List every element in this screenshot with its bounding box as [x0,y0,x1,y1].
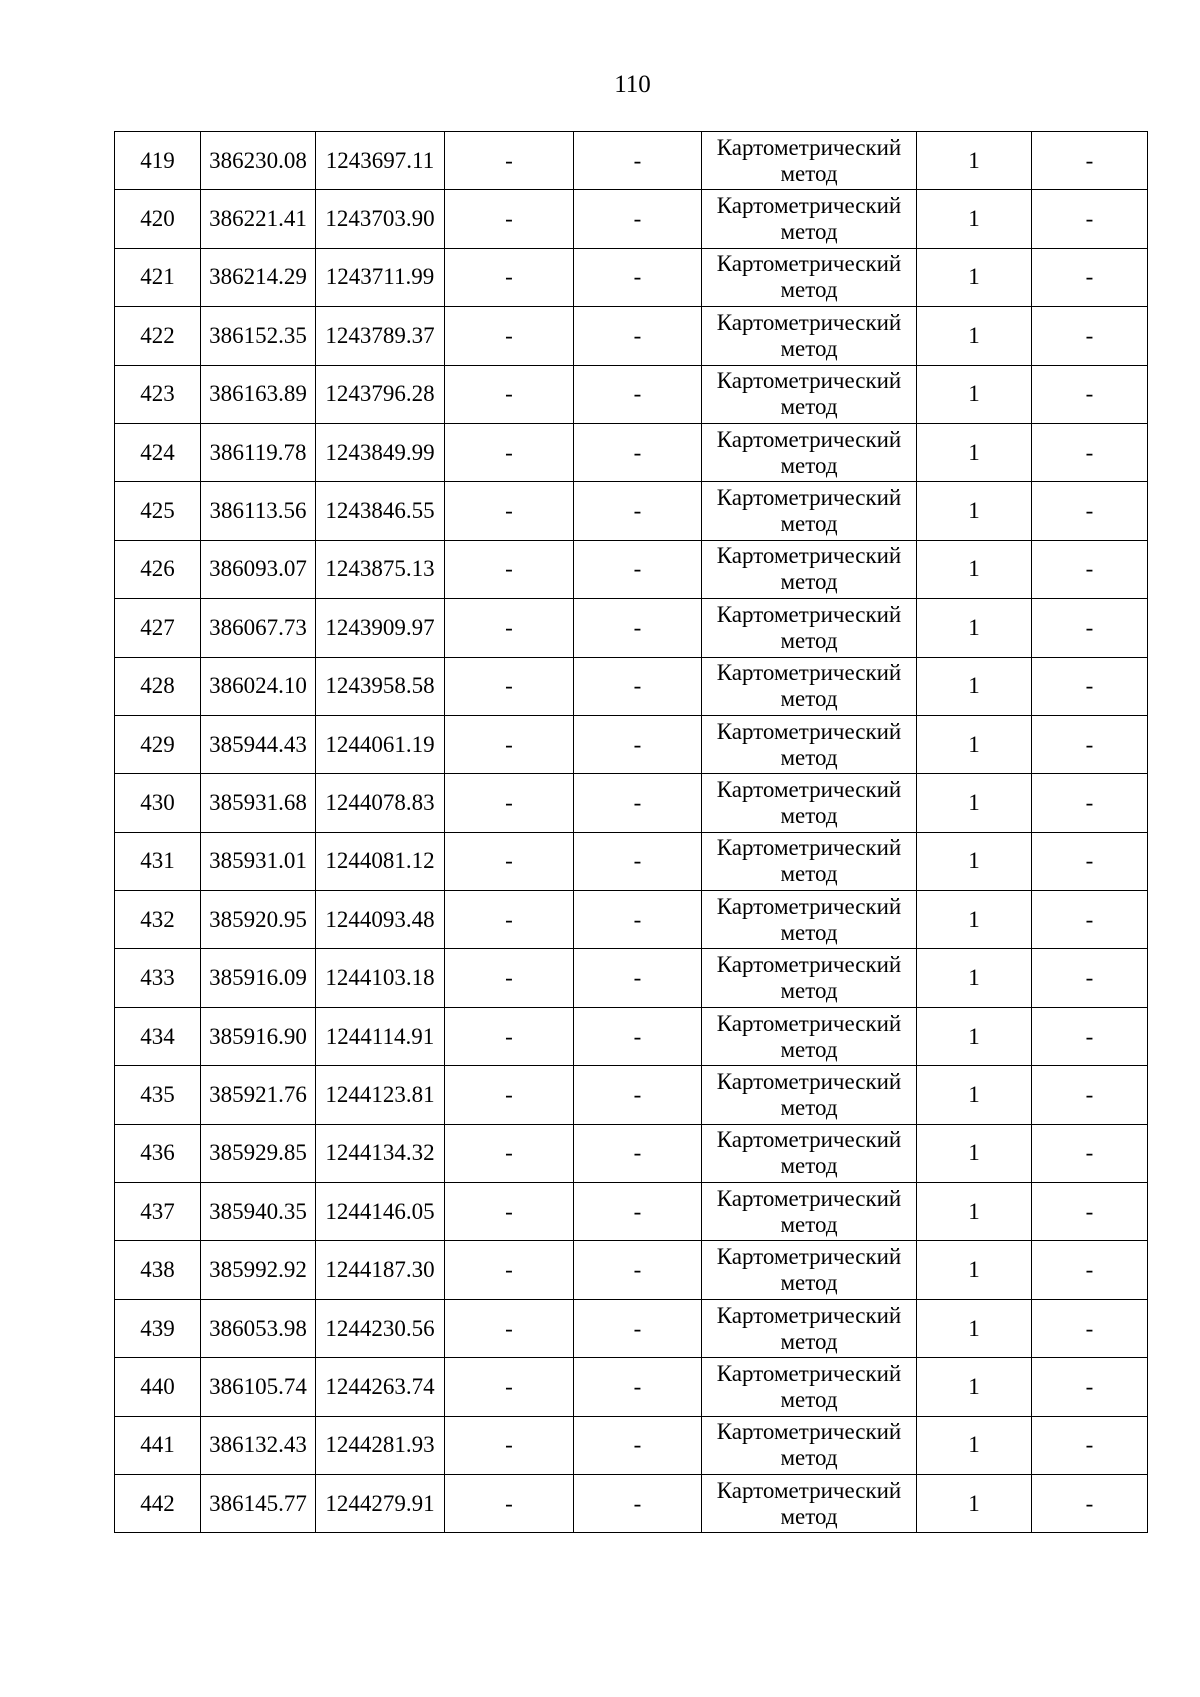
x-coordinate-cell: 385920.95 [201,891,316,949]
method-cell [702,307,917,365]
table-row [115,190,1148,248]
y-coordinate-cell: 1244279.91 [316,1474,445,1532]
coordinates-table [114,131,1148,1533]
accuracy-cell: 1 [917,1416,1032,1474]
x-coordinate-cell: 385931.01 [201,832,316,890]
point-number-cell: 432 [115,891,201,949]
method-cell [702,1183,917,1241]
point-number-cell: 441 [115,1416,201,1474]
method-line-2: метод [780,744,838,770]
point-number-cell: 435 [115,1066,201,1124]
y-coordinate-cell: 1243703.90 [316,190,445,248]
y-coordinate-cell: 1244093.48 [316,891,445,949]
empty-value-cell: - [574,365,702,423]
point-number-cell: 440 [115,1358,201,1416]
empty-value-cell: - [445,1241,574,1299]
y-coordinate-cell: 1243909.97 [316,599,445,657]
accuracy-cell: 1 [917,949,1032,1007]
point-number-cell: 442 [115,1474,201,1532]
x-coordinate-cell: 386067.73 [201,599,316,657]
y-coordinate-cell: 1244114.91 [316,1007,445,1065]
method-cell [702,715,917,773]
x-coordinate-cell: 386119.78 [201,423,316,481]
empty-value-cell: - [1032,715,1148,773]
accuracy-cell: 1 [917,132,1032,190]
point-number-cell: 431 [115,832,201,890]
accuracy-cell: 1 [917,365,1032,423]
empty-value-cell: - [1032,248,1148,306]
empty-value-cell: - [1032,307,1148,365]
table-row [115,132,1148,190]
x-coordinate-cell: 386053.98 [201,1299,316,1357]
method-line-1: Картометрический [716,776,902,802]
method-line-2: метод [780,1036,838,1062]
method-cell [702,540,917,598]
empty-value-cell: - [445,190,574,248]
method-line-1: Картометрический [716,1244,902,1270]
empty-value-cell: - [445,1474,574,1532]
x-coordinate-cell: 386221.41 [201,190,316,248]
x-coordinate-cell: 385929.85 [201,1124,316,1182]
method-line-1: Картометрический [716,1302,902,1328]
accuracy-cell: 1 [917,1007,1032,1065]
accuracy-cell: 1 [917,715,1032,773]
method-line-1: Картометрический [716,134,902,160]
method-cell [702,949,917,1007]
method-line-1: Картометрический [716,601,902,627]
point-number-cell: 429 [115,715,201,773]
y-coordinate-cell: 1244187.30 [316,1241,445,1299]
empty-value-cell: - [445,540,574,598]
accuracy-cell: 1 [917,1358,1032,1416]
method-line-1: Картометрический [716,1185,902,1211]
y-coordinate-cell: 1243958.58 [316,657,445,715]
point-number-cell: 420 [115,190,201,248]
empty-value-cell: - [445,891,574,949]
table-row [115,657,1148,715]
method-cell [702,1416,917,1474]
empty-value-cell: - [574,1241,702,1299]
accuracy-cell: 1 [917,657,1032,715]
accuracy-cell: 1 [917,540,1032,598]
x-coordinate-cell: 386132.43 [201,1416,316,1474]
method-line-2: метод [780,511,838,537]
method-line-1: Картометрический [716,893,902,919]
method-cell [702,190,917,248]
y-coordinate-cell: 1243846.55 [316,482,445,540]
y-coordinate-cell: 1243789.37 [316,307,445,365]
empty-value-cell: - [574,599,702,657]
empty-value-cell: - [445,132,574,190]
table-row [115,365,1148,423]
y-coordinate-cell: 1243849.99 [316,423,445,481]
accuracy-cell: 1 [917,1183,1032,1241]
empty-value-cell: - [574,657,702,715]
empty-value-cell: - [445,307,574,365]
empty-value-cell: - [1032,132,1148,190]
accuracy-cell: 1 [917,1474,1032,1532]
method-cell [702,1358,917,1416]
method-line-1: Картометрический [716,835,902,861]
method-line-1: Картометрический [716,952,902,978]
empty-value-cell: - [1032,1066,1148,1124]
method-line-1: Картометрический [716,660,902,686]
method-line-2: метод [780,919,838,945]
method-line-2: метод [780,1270,838,1296]
empty-value-cell: - [445,1124,574,1182]
x-coordinate-cell: 386093.07 [201,540,316,598]
empty-value-cell: - [445,949,574,1007]
table-row [115,949,1148,1007]
empty-value-cell: - [445,1416,574,1474]
accuracy-cell: 1 [917,248,1032,306]
point-number-cell: 427 [115,599,201,657]
empty-value-cell: - [445,1066,574,1124]
x-coordinate-cell: 385944.43 [201,715,316,773]
point-number-cell: 425 [115,482,201,540]
empty-value-cell: - [1032,1474,1148,1532]
empty-value-cell: - [1032,1007,1148,1065]
method-line-2: метод [780,394,838,420]
empty-value-cell: - [445,1007,574,1065]
accuracy-cell: 1 [917,482,1032,540]
method-line-2: метод [780,978,838,1004]
x-coordinate-cell: 386230.08 [201,132,316,190]
empty-value-cell: - [574,1124,702,1182]
y-coordinate-cell: 1244123.81 [316,1066,445,1124]
point-number-cell: 419 [115,132,201,190]
method-line-2: метод [780,569,838,595]
accuracy-cell: 1 [917,190,1032,248]
empty-value-cell: - [574,891,702,949]
method-line-2: метод [780,1386,838,1412]
table-row [115,1124,1148,1182]
empty-value-cell: - [574,248,702,306]
table-row [115,1358,1148,1416]
point-number-cell: 428 [115,657,201,715]
point-number-cell: 430 [115,774,201,832]
method-line-1: Картометрический [716,1127,902,1153]
empty-value-cell: - [445,832,574,890]
method-line-1: Картометрический [716,1477,902,1503]
method-line-1: Картометрический [716,1010,902,1036]
method-line-1: Картометрический [716,426,902,452]
method-line-2: метод [780,1445,838,1471]
accuracy-cell: 1 [917,1241,1032,1299]
empty-value-cell: - [1032,949,1148,1007]
x-coordinate-cell: 386113.56 [201,482,316,540]
method-cell [702,1066,917,1124]
y-coordinate-cell: 1244134.32 [316,1124,445,1182]
method-line-2: метод [780,627,838,653]
accuracy-cell: 1 [917,774,1032,832]
empty-value-cell: - [445,657,574,715]
x-coordinate-cell: 385940.35 [201,1183,316,1241]
method-cell [702,1474,917,1532]
empty-value-cell: - [1032,1299,1148,1357]
x-coordinate-cell: 385916.90 [201,1007,316,1065]
empty-value-cell: - [445,715,574,773]
method-cell [702,423,917,481]
table-row [115,482,1148,540]
table-row [115,1299,1148,1357]
y-coordinate-cell: 1244281.93 [316,1416,445,1474]
method-line-1: Картометрический [716,368,902,394]
empty-value-cell: - [574,540,702,598]
point-number-cell: 426 [115,540,201,598]
empty-value-cell: - [574,1416,702,1474]
empty-value-cell: - [445,1299,574,1357]
empty-value-cell: - [445,423,574,481]
method-cell [702,774,917,832]
y-coordinate-cell: 1244103.18 [316,949,445,1007]
table-row [115,1066,1148,1124]
method-cell [702,657,917,715]
method-line-2: метод [780,1503,838,1529]
y-coordinate-cell: 1243796.28 [316,365,445,423]
table-row [115,248,1148,306]
table-body [115,132,1148,1533]
x-coordinate-cell: 386214.29 [201,248,316,306]
table-row [115,891,1148,949]
method-line-2: метод [780,219,838,245]
empty-value-cell: - [574,832,702,890]
method-line-2: метод [780,1094,838,1120]
empty-value-cell: - [445,482,574,540]
empty-value-cell: - [445,599,574,657]
table-row [115,1416,1148,1474]
y-coordinate-cell: 1244146.05 [316,1183,445,1241]
method-line-1: Картометрический [716,1360,902,1386]
empty-value-cell: - [1032,1183,1148,1241]
accuracy-cell: 1 [917,599,1032,657]
y-coordinate-cell: 1244061.19 [316,715,445,773]
table-row [115,832,1148,890]
y-coordinate-cell: 1244230.56 [316,1299,445,1357]
empty-value-cell: - [574,1474,702,1532]
y-coordinate-cell: 1243697.11 [316,132,445,190]
point-number-cell: 434 [115,1007,201,1065]
accuracy-cell: 1 [917,891,1032,949]
table-row [115,1474,1148,1532]
method-cell [702,599,917,657]
empty-value-cell: - [574,1183,702,1241]
accuracy-cell: 1 [917,423,1032,481]
x-coordinate-cell: 386145.77 [201,1474,316,1532]
empty-value-cell: - [1032,190,1148,248]
x-coordinate-cell: 385921.76 [201,1066,316,1124]
method-line-2: метод [780,1211,838,1237]
empty-value-cell: - [1032,774,1148,832]
method-cell [702,1299,917,1357]
point-number-cell: 436 [115,1124,201,1182]
method-cell [702,891,917,949]
page-number: 110 [614,71,651,98]
accuracy-cell: 1 [917,307,1032,365]
point-number-cell: 438 [115,1241,201,1299]
table-row [115,423,1148,481]
empty-value-cell: - [1032,1358,1148,1416]
empty-value-cell: - [574,774,702,832]
empty-value-cell: - [574,1358,702,1416]
point-number-cell: 433 [115,949,201,1007]
method-cell [702,132,917,190]
method-cell [702,248,917,306]
empty-value-cell: - [1032,1124,1148,1182]
empty-value-cell: - [574,190,702,248]
method-line-2: метод [780,861,838,887]
empty-value-cell: - [445,1183,574,1241]
method-line-2: метод [780,686,838,712]
point-number-cell: 424 [115,423,201,481]
x-coordinate-cell: 386163.89 [201,365,316,423]
method-line-2: метод [780,335,838,361]
method-line-1: Картометрический [716,251,902,277]
method-cell [702,482,917,540]
empty-value-cell: - [574,423,702,481]
method-line-1: Картометрический [716,309,902,335]
method-cell [702,1007,917,1065]
x-coordinate-cell: 385931.68 [201,774,316,832]
method-line-1: Картометрический [716,193,902,219]
table-row [115,599,1148,657]
method-line-1: Картометрический [716,1068,902,1094]
empty-value-cell: - [1032,891,1148,949]
method-cell [702,365,917,423]
empty-value-cell: - [1032,657,1148,715]
point-number-cell: 439 [115,1299,201,1357]
empty-value-cell: - [1032,1241,1148,1299]
accuracy-cell: 1 [917,1299,1032,1357]
table-row [115,307,1148,365]
empty-value-cell: - [1032,1416,1148,1474]
empty-value-cell: - [574,1299,702,1357]
y-coordinate-cell: 1244081.12 [316,832,445,890]
method-line-1: Картометрический [716,485,902,511]
method-cell [702,1241,917,1299]
accuracy-cell: 1 [917,1066,1032,1124]
empty-value-cell: - [1032,599,1148,657]
y-coordinate-cell: 1243875.13 [316,540,445,598]
empty-value-cell: - [574,1066,702,1124]
accuracy-cell: 1 [917,832,1032,890]
method-cell [702,832,917,890]
point-number-cell: 437 [115,1183,201,1241]
empty-value-cell: - [1032,365,1148,423]
method-line-1: Картометрический [716,718,902,744]
empty-value-cell: - [574,1007,702,1065]
empty-value-cell: - [574,307,702,365]
table-row [115,1183,1148,1241]
method-line-2: метод [780,1153,838,1179]
x-coordinate-cell: 386152.35 [201,307,316,365]
method-cell [702,1124,917,1182]
empty-value-cell: - [1032,423,1148,481]
method-line-2: метод [780,452,838,478]
method-line-2: метод [780,277,838,303]
table-row [115,1007,1148,1065]
method-line-1: Картометрический [716,543,902,569]
point-number-cell: 423 [115,365,201,423]
y-coordinate-cell: 1244263.74 [316,1358,445,1416]
table-row [115,1241,1148,1299]
accuracy-cell: 1 [917,1124,1032,1182]
method-line-2: метод [780,160,838,186]
point-number-cell: 421 [115,248,201,306]
table-row [115,715,1148,773]
y-coordinate-cell: 1243711.99 [316,248,445,306]
empty-value-cell: - [1032,482,1148,540]
table-row [115,774,1148,832]
empty-value-cell: - [1032,540,1148,598]
x-coordinate-cell: 385916.09 [201,949,316,1007]
method-line-2: метод [780,802,838,828]
y-coordinate-cell: 1244078.83 [316,774,445,832]
empty-value-cell: - [445,774,574,832]
table-row [115,540,1148,598]
empty-value-cell: - [574,949,702,1007]
method-line-1: Картометрический [716,1419,902,1445]
empty-value-cell: - [1032,832,1148,890]
point-number-cell: 422 [115,307,201,365]
x-coordinate-cell: 386105.74 [201,1358,316,1416]
x-coordinate-cell: 386024.10 [201,657,316,715]
empty-value-cell: - [445,1358,574,1416]
empty-value-cell: - [574,715,702,773]
empty-value-cell: - [574,132,702,190]
empty-value-cell: - [574,482,702,540]
method-line-2: метод [780,1328,838,1354]
x-coordinate-cell: 385992.92 [201,1241,316,1299]
empty-value-cell: - [445,365,574,423]
empty-value-cell: - [445,248,574,306]
